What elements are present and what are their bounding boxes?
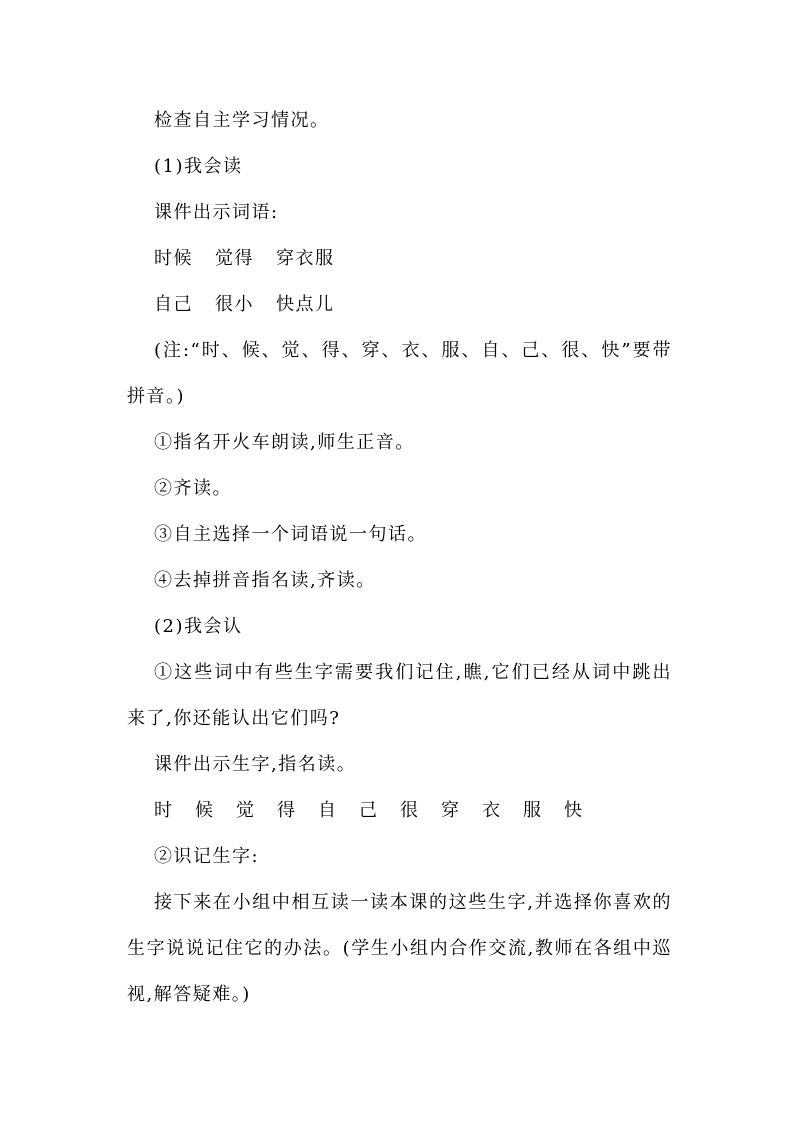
character-item: 候 [195, 800, 215, 821]
word-item: 很小 [215, 294, 254, 315]
section-heading-recognize: (2)我会认 [154, 616, 243, 637]
note-paragraph: (注:“时、候、觉、得、穿、衣、服、自、己、很、快”要带拼音。) [127, 340, 672, 407]
paragraph-memorize-heading: ②识记生字: [154, 846, 260, 867]
section-heading-read: (1)我会读 [154, 156, 243, 177]
word-item: 快点儿 [276, 294, 335, 315]
word-list-row-1 [127, 236, 672, 282]
document-body [127, 98, 672, 1018]
character-item: 很 [400, 800, 420, 821]
character-item: 时 [154, 800, 174, 821]
character-item: 觉 [236, 800, 256, 821]
word-item: 自己 [154, 294, 193, 315]
character-item: 己 [359, 800, 379, 821]
step-3-make-sentence: ③自主选择一个词语说一句话。 [154, 524, 427, 545]
paragraph-group-activity: 接下来在小组中相互读一读本课的这些生字,并选择你喜欢的生字说说记住它的办法。(学生小组内合作交流,教师在各组中巡视,解答疑难。) [127, 892, 672, 1005]
word-item: 时候 [154, 248, 193, 269]
step-4-remove-pinyin: ④去掉拼音指名读,齐读。 [154, 570, 376, 591]
character-list [127, 788, 672, 834]
word-item: 穿衣服 [276, 248, 335, 269]
character-item: 得 [277, 800, 297, 821]
character-item: 服 [523, 800, 543, 821]
character-item: 穿 [441, 800, 461, 821]
paragraph-show-characters: 课件出示生字,指名读。 [154, 754, 357, 775]
word-item: 觉得 [215, 248, 254, 269]
paragraph-check-self-study: 检查自主学习情况。 [154, 110, 330, 131]
character-item: 衣 [482, 800, 502, 821]
paragraph-characters-jump-out: ①这些词中有些生字需要我们记住,瞧,它们已经从词中跳出来了,你还能认出它们吗? [127, 662, 672, 729]
step-2-read-together: ②齐读。 [154, 478, 232, 499]
character-item: 快 [564, 800, 584, 821]
word-list-row-2 [127, 282, 672, 328]
paragraph-show-words: 课件出示词语: [154, 202, 279, 223]
character-item: 自 [318, 800, 338, 821]
step-1-read-aloud: ①指名开火车朗读,师生正音。 [154, 432, 415, 453]
